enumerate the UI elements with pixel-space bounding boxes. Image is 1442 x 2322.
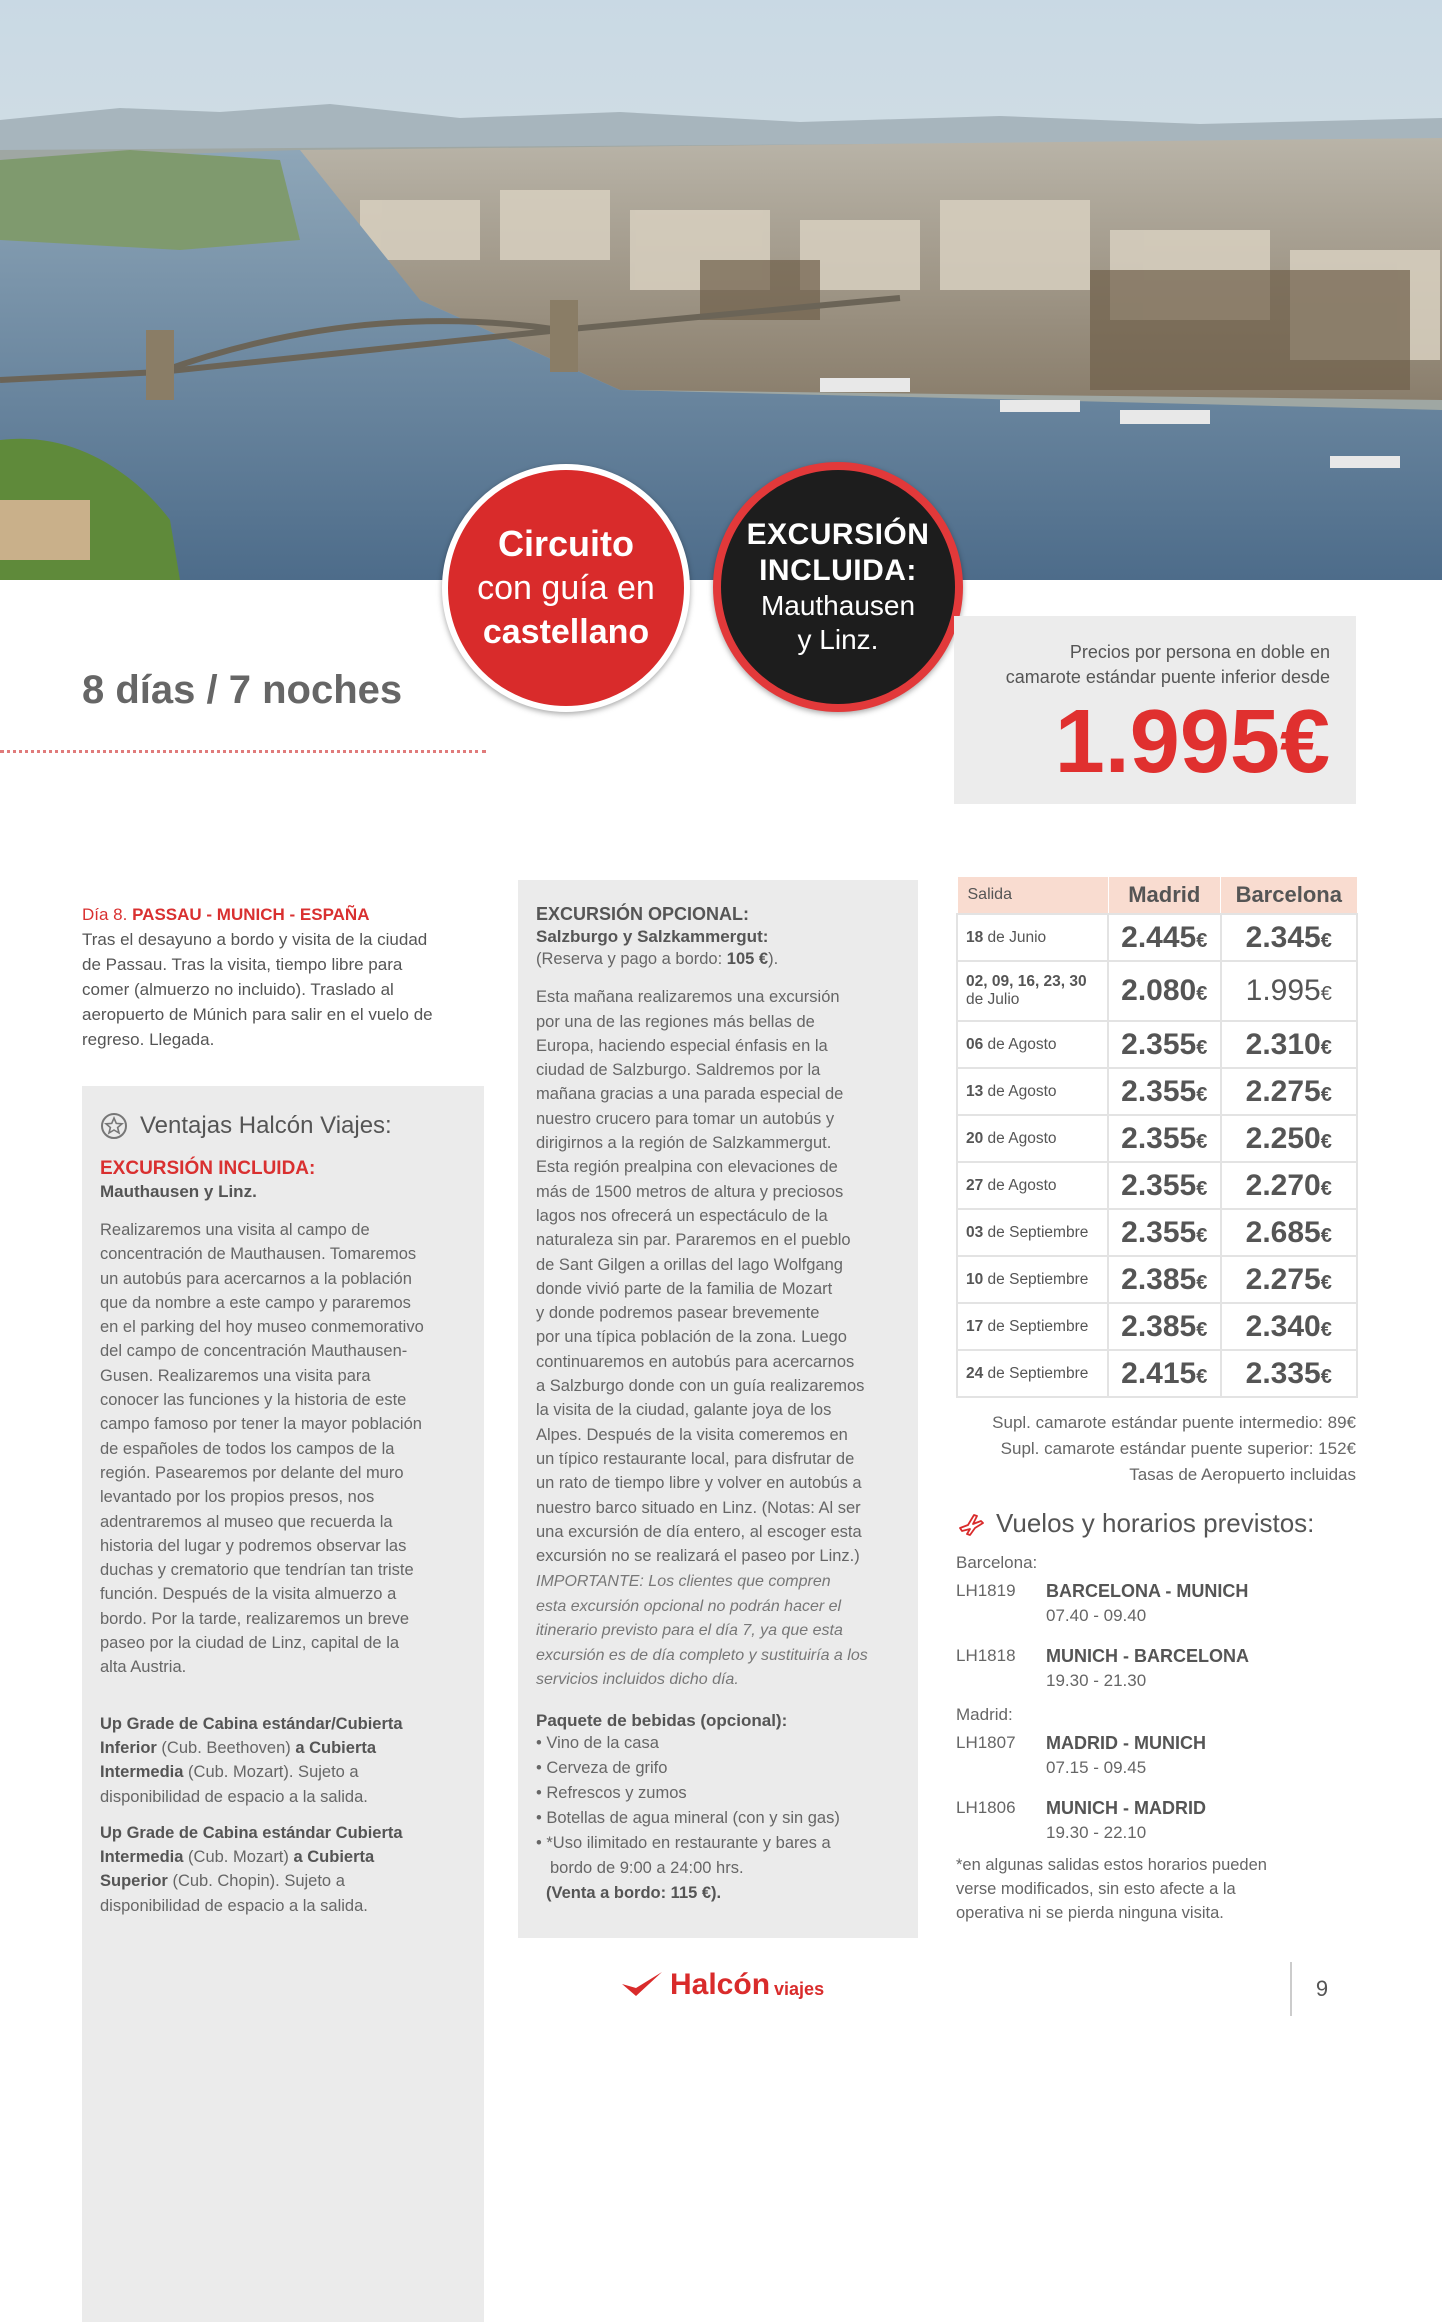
price-madrid	[1108, 1256, 1221, 1303]
text-line: nuestro barco situado en Linz. (Notas: Al ser	[536, 1498, 861, 1517]
price-value: 2.355	[1121, 1027, 1197, 1061]
flight-route: MUNICH - MADRID	[1046, 1798, 1206, 1818]
badge-red-line3: castellano	[482, 613, 650, 651]
price-madrid	[1108, 1303, 1221, 1350]
currency-symbol: €	[1196, 1130, 1208, 1153]
text-line: nuestro crucero para tomar un autobús y	[536, 1109, 835, 1128]
departure-date	[957, 1256, 1108, 1303]
price-barcelona	[1221, 1068, 1357, 1115]
upgrade2-normal3: disponibilidad de espacio a la salida.	[100, 1896, 368, 1915]
badge-black-line1: EXCURSIÓN	[746, 518, 930, 551]
departure-day: 06	[966, 1035, 984, 1053]
text-line: más de 1500 metros de altura y preciosos	[536, 1182, 844, 1201]
price-value: 2.335	[1245, 1356, 1321, 1390]
price-barcelona	[1221, 961, 1357, 1021]
logo-sub: viajes	[774, 1978, 825, 1999]
price-value: 2.275	[1245, 1262, 1321, 1296]
text-line: un típico restaurante local, para disfrutar de	[536, 1449, 855, 1468]
text-line: a Salzburgo donde con un guía realizaremos	[536, 1377, 865, 1396]
text-line: Gusen. Realizaremos una visita para	[100, 1366, 371, 1385]
departure-day: 18	[966, 928, 984, 946]
flight-route: MUNICH - BARCELONA	[1046, 1646, 1249, 1666]
text-line: Esta región prealpina con elevaciones de	[536, 1158, 838, 1177]
currency-symbol: €	[1320, 983, 1332, 1005]
departure-month: de Julio	[966, 991, 1020, 1008]
optional-excursion-panel	[518, 880, 918, 1938]
header-madrid: Madrid	[1108, 877, 1221, 915]
badge-red-line2: con guía en	[477, 569, 655, 607]
text-line: conocer las funciones y la historia de este	[100, 1391, 407, 1410]
price-value: 2.250	[1245, 1121, 1321, 1155]
text-line: donde vivió parte de la familia de Mozart	[536, 1279, 833, 1298]
departure-month: de Agosto	[983, 1129, 1057, 1147]
ventajas-panel	[82, 1086, 484, 2322]
price-value: 2.385	[1121, 1309, 1197, 1343]
dotted-divider	[0, 750, 486, 753]
price-value: 2.340	[1245, 1309, 1321, 1343]
currency-symbol: €	[1320, 1224, 1332, 1247]
currency-symbol: €	[1196, 929, 1208, 952]
currency-symbol: €	[1196, 1177, 1208, 1200]
departure-date	[957, 1209, 1108, 1256]
price-value: 1.995	[1245, 974, 1321, 1007]
currency-symbol: €	[1196, 1365, 1208, 1388]
flight-route: BARCELONA - MUNICH	[1046, 1581, 1249, 1601]
upgrade1-normal1: (Cub. Beethoven)	[156, 1738, 296, 1757]
currency-symbol: €	[1196, 983, 1208, 1005]
drinks-item: • Botellas de agua mineral (con y sin gas)	[536, 1808, 840, 1827]
important-line: esta excursión opcional no podrán hacer el	[536, 1597, 842, 1615]
note-line: operativa ni se pierda ninguna visita.	[956, 1904, 1224, 1922]
text-line: Alpes. Después de la visita comeremos en	[536, 1425, 848, 1444]
currency-symbol: €	[1320, 1083, 1332, 1106]
currency-symbol: €	[1320, 1365, 1332, 1388]
price-barcelona	[1221, 1021, 1357, 1068]
currency-symbol: €	[1320, 929, 1332, 952]
city-madrid: Madrid:	[956, 1705, 1013, 1724]
price-value: 2.275	[1245, 1074, 1321, 1108]
price-value: 2.685	[1245, 1215, 1321, 1249]
price-row	[957, 961, 1357, 1021]
price-madrid	[1108, 1021, 1221, 1068]
text-line: dirigirnos a la región de Salzkammergut.	[536, 1134, 832, 1153]
day8-line: de Passau. Tras la visita, tiempo libre para	[82, 955, 403, 974]
flights-heading	[956, 1508, 1376, 1539]
text-line: concentración de Mauthausen. Tomaremos	[100, 1245, 417, 1264]
departure-month: de Septiembre	[983, 1223, 1089, 1241]
departure-date	[957, 1115, 1108, 1162]
text-line: adentraremos al museo que recuerda la	[100, 1512, 393, 1531]
supplement-line: Supl. camarote estándar puente intermedio: 89€	[992, 1413, 1356, 1432]
departure-day: 03	[966, 1223, 984, 1241]
important-note	[536, 1570, 902, 1693]
upgrade2-normal1: (Cub. Mozart)	[183, 1848, 294, 1867]
halcon-logo	[620, 1968, 824, 2002]
price-row	[957, 1350, 1357, 1397]
departure-month: de Septiembre	[983, 1364, 1089, 1382]
price-value: 2.355	[1121, 1215, 1197, 1249]
price-madrid	[1108, 914, 1221, 961]
optional-excursion-sub: Salzburgo y Salzkammergut:	[536, 927, 769, 946]
drinks-item: • Cerveza de grifo	[536, 1758, 668, 1777]
currency-symbol: €	[1320, 1271, 1332, 1294]
text-line: alta Austria.	[100, 1658, 187, 1677]
departure-day: 20	[966, 1129, 984, 1147]
reservation-post: ).	[768, 950, 779, 968]
currency-symbol: €	[1196, 1271, 1208, 1294]
text-line: un autobús para acercarnos a la población	[100, 1269, 412, 1288]
ventajas-title: Ventajas Halcón Viajes:	[140, 1112, 392, 1139]
guided-tour-badge	[442, 464, 690, 712]
upgrade2-bold2: Intermedia	[100, 1848, 184, 1867]
flight-time: 19.30 - 21.30	[1046, 1671, 1147, 1690]
price-barcelona	[1221, 1303, 1357, 1350]
badge-red-line1: Circuito	[497, 523, 634, 564]
flight-route: MADRID - MUNICH	[1046, 1733, 1206, 1753]
included-excursion-text	[100, 1218, 466, 1680]
city-barcelona: Barcelona:	[956, 1553, 1038, 1572]
text-line: una excursión de día entero, al escoger esta	[536, 1522, 862, 1541]
text-line: de españoles de todos los campos de la	[100, 1439, 395, 1458]
departure-date	[957, 1303, 1108, 1350]
departure-month: de Septiembre	[983, 1270, 1089, 1288]
upgrade1-bold1: Up Grade de Cabina estándar/Cubierta	[100, 1714, 403, 1733]
prices-body	[957, 914, 1357, 1397]
text-line: ciudad de Salzburgo. Saldremos por la	[536, 1061, 821, 1080]
departure-date	[957, 914, 1108, 961]
flight-code: LH1806	[956, 1798, 1016, 1817]
flight-time: 19.30 - 22.10	[1046, 1823, 1147, 1842]
departure-date	[957, 1162, 1108, 1209]
departure-date	[957, 1021, 1108, 1068]
upgrade1-bold3: a Cubierta	[295, 1738, 377, 1757]
drinks-title: Paquete de bebidas (opcional):	[536, 1710, 788, 1730]
drinks-item-cont: bordo de 9:00 a 24:00 hrs.	[550, 1858, 744, 1877]
price-row	[957, 914, 1357, 961]
flights-section	[956, 1508, 1376, 1925]
currency-symbol: €	[1196, 1224, 1208, 1247]
text-line: levantado por los propios presos, nos	[100, 1488, 375, 1507]
price-madrid	[1108, 1162, 1221, 1209]
flight-row	[956, 1581, 1376, 1626]
price-box-text2: camarote estándar puente inferior desde	[1005, 667, 1330, 687]
price-value: 2.080	[1121, 974, 1197, 1007]
badge-black-line2: INCLUIDA:	[759, 554, 917, 587]
price-barcelona	[1221, 1256, 1357, 1303]
header-barcelona: Barcelona	[1221, 877, 1357, 915]
price-value: 2.355	[1121, 1121, 1197, 1155]
text-line: por una típica población de la zona. Luego	[536, 1328, 847, 1347]
text-line: excursión no se realizará el paseo por Linz.)	[536, 1547, 860, 1566]
drinks-item: • Vino de la casa	[536, 1733, 659, 1752]
departure-day: 13	[966, 1082, 984, 1100]
text-line: campo famoso por tener la mayor población	[100, 1415, 422, 1434]
upgrade2-normal2: (Cub. Chopin). Sujeto a	[167, 1872, 345, 1891]
text-line: historia del lugar y podremos observar las	[100, 1536, 407, 1555]
drinks-item: • *Uso ilimitado en restaurante y bares a	[536, 1833, 831, 1852]
departure-day: 24	[966, 1364, 984, 1382]
departure-month: de Agosto	[983, 1082, 1057, 1100]
price-barcelona	[1221, 914, 1357, 961]
currency-symbol: €	[1320, 1130, 1332, 1153]
included-excursion-sub: Mauthausen y Linz.	[100, 1182, 257, 1201]
optional-excursion-text	[536, 985, 902, 1568]
flight-time: 07.40 - 09.40	[1046, 1606, 1147, 1625]
optional-excursion-title: EXCURSIÓN OPCIONAL:	[536, 904, 750, 924]
text-line: función. Después de la visita almuerzo a	[100, 1585, 397, 1604]
departure-month: de Septiembre	[983, 1317, 1089, 1335]
text-line: que da nombre a este campo y pararemos	[100, 1293, 411, 1312]
text-line: Esta mañana realizaremos una excursión	[536, 988, 840, 1007]
upgrade-note-1	[100, 1712, 466, 1809]
badge-black-line4: y Linz.	[797, 624, 879, 655]
reservation-price: 105 €	[726, 950, 769, 968]
currency-symbol: €	[1320, 1177, 1332, 1200]
included-excursion-title: EXCURSIÓN INCLUIDA:	[100, 1158, 316, 1179]
departure-day: 02, 09, 16, 23, 30	[966, 973, 1087, 990]
upgrade1-bold2: Inferior	[100, 1738, 157, 1757]
price-barcelona	[1221, 1209, 1357, 1256]
header-salida: Salida	[957, 877, 1108, 915]
flight-row	[956, 1798, 1376, 1843]
upgrade2-bold4: Superior	[100, 1872, 168, 1891]
price-value: 2.270	[1245, 1168, 1321, 1202]
price-row	[957, 1303, 1357, 1350]
price-value: 2.355	[1121, 1074, 1197, 1108]
upgrade-note-2	[100, 1821, 466, 1918]
text-line: la visita de la ciudad, galante joya de los	[536, 1401, 832, 1420]
text-line: duchas y crematorio que tendrían tan triste	[100, 1561, 414, 1580]
departure-day: 27	[966, 1176, 984, 1194]
text-line: región. Pasearemos por delante del muro	[100, 1463, 404, 1482]
currency-symbol: €	[1196, 1318, 1208, 1341]
departure-date	[957, 1350, 1108, 1397]
page-number: 9	[1290, 1962, 1352, 2016]
note-line: *en algunas salidas estos horarios pueden	[956, 1856, 1267, 1874]
day8-label: Día 8.	[82, 905, 128, 924]
day8-title: PASSAU - MUNICH - ESPAÑA	[132, 905, 370, 924]
day8-line: regreso. Llegada.	[82, 1030, 215, 1049]
note-line: verse modificados, sin esto afecte a la	[956, 1880, 1236, 1898]
price-value: 2.355	[1121, 1168, 1197, 1202]
price-value: 2.415	[1121, 1356, 1197, 1390]
text-line: naturaleza sin par. Pararemos en el pueblo	[536, 1231, 851, 1250]
airplane-icon	[956, 1509, 986, 1539]
important-line: itinerario previsto para el día 7, ya que esta	[536, 1622, 843, 1640]
day8-line: aeropuerto de Múnich para salir en el vuelo de	[82, 1005, 433, 1024]
departure-day: 10	[966, 1270, 984, 1288]
optional-excursion-reservation	[536, 947, 902, 971]
logo-word: Halcón	[670, 1968, 771, 2001]
flight-row	[956, 1733, 1376, 1778]
budapest-panorama-image	[0, 0, 1442, 580]
text-line: paseo por la ciudad de Linz, capital de la	[100, 1634, 400, 1653]
text-line: bordo. Por la tarde, realizaremos un breve	[100, 1609, 410, 1628]
supplement-line: Tasas de Aeropuerto incluidas	[1129, 1465, 1356, 1484]
supplements	[956, 1410, 1356, 1488]
price-value: 2.445	[1121, 920, 1197, 954]
hero-photo	[0, 0, 1442, 580]
departure-date	[957, 1068, 1108, 1115]
price-barcelona	[1221, 1350, 1357, 1397]
price-row	[957, 1068, 1357, 1115]
flight-time: 07.15 - 09.45	[1046, 1758, 1147, 1777]
text-line: y donde podremos pasear brevemente	[536, 1304, 820, 1323]
text-line: del campo de concentración Mauthausen-	[100, 1342, 408, 1361]
important-line: servicios incluidos dicho día.	[536, 1671, 739, 1689]
star-badge-icon	[100, 1112, 128, 1140]
badge-black-line3: Mauthausen	[760, 590, 916, 621]
price-barcelona	[1221, 1162, 1357, 1209]
text-line: continuaremos en autobús para acercarnos	[536, 1352, 855, 1371]
upgrade2-bold1: Up Grade de Cabina estándar Cubierta	[100, 1823, 403, 1842]
text-line: Europa, haciendo especial énfasis en la	[536, 1036, 828, 1055]
day8-line: Tras el desayuno a bordo y visita de la ciudad	[82, 930, 428, 949]
price-row	[957, 1162, 1357, 1209]
price-madrid	[1108, 1350, 1221, 1397]
upgrade1-bold4: Intermedia	[100, 1763, 184, 1782]
text-line: por una de las regiones más bellas de	[536, 1012, 815, 1031]
price-value: 2.385	[1121, 1262, 1197, 1296]
flight-code: LH1807	[956, 1733, 1016, 1752]
reservation-pre: (Reserva y pago a bordo:	[536, 950, 727, 968]
text-line: lagos nos ofrecerá un espectáculo de la	[536, 1206, 828, 1225]
price-row	[957, 1021, 1357, 1068]
text-line: un rato de tiempo libre y volver en autobús a	[536, 1474, 862, 1493]
flights-title: Vuelos y horarios previstos:	[996, 1508, 1315, 1538]
currency-symbol: €	[1320, 1318, 1332, 1341]
drinks-price: (Venta a bordo: 115 €).	[546, 1883, 722, 1902]
currency-symbol: €	[1196, 1083, 1208, 1106]
text-line: Realizaremos una visita al campo de	[100, 1221, 370, 1239]
price-madrid	[1108, 1115, 1221, 1162]
important-line: IMPORTANTE: Los clientes que compren	[536, 1573, 831, 1591]
price-from: 1.995€	[1054, 692, 1330, 792]
text-line: en el parking del hoy museo conmemorativo	[100, 1318, 424, 1337]
currency-symbol: €	[1196, 1036, 1208, 1059]
price-barcelona	[1221, 1115, 1357, 1162]
halcon-check-icon	[620, 1970, 664, 2000]
prices-header-row	[957, 877, 1357, 915]
day8-section	[82, 902, 482, 1052]
departure-month: de Junio	[983, 928, 1047, 946]
departure-day: 17	[966, 1317, 984, 1335]
text-line: mañana gracias a una parada especial de	[536, 1085, 844, 1104]
excursion-included-badge	[713, 462, 963, 712]
price-madrid	[1108, 961, 1221, 1021]
price-madrid	[1108, 1209, 1221, 1256]
price-value: 2.345	[1245, 920, 1321, 954]
price-box-text1: Precios por persona en doble en	[1069, 642, 1330, 662]
flight-code: LH1819	[956, 1581, 1016, 1600]
upgrade2-bold3: a Cubierta	[293, 1848, 375, 1867]
supplement-line: Supl. camarote estándar puente superior: 152€	[1000, 1439, 1356, 1458]
important-line: excursión es de día completo y sustituiría a los	[536, 1646, 868, 1664]
price-row	[957, 1209, 1357, 1256]
flight-row	[956, 1646, 1376, 1691]
departure-date	[957, 961, 1108, 1021]
ventajas-heading	[100, 1112, 466, 1140]
trip-duration: 8 días / 7 noches	[82, 668, 403, 712]
prices-table	[956, 876, 1358, 1398]
departure-month: de Agosto	[983, 1176, 1057, 1194]
departure-month: de Agosto	[983, 1035, 1057, 1053]
price-row	[957, 1115, 1357, 1162]
currency-symbol: €	[1320, 1036, 1332, 1059]
upgrade1-normal2: (Cub. Mozart). Sujeto a	[183, 1763, 359, 1782]
day8-heading	[82, 902, 482, 927]
day8-line: comer (almuerzo no incluido). Traslado al	[82, 980, 394, 999]
price-value: 2.310	[1245, 1027, 1321, 1061]
price-row	[957, 1256, 1357, 1303]
drinks-item: • Refrescos y zumos	[536, 1783, 687, 1802]
price-madrid	[1108, 1068, 1221, 1115]
price-box	[954, 616, 1356, 804]
text-line: de Sant Gilgen a orillas del lago Wolfgang	[536, 1255, 843, 1274]
upgrade1-normal3: disponibilidad de espacio a la salida.	[100, 1787, 368, 1806]
flights-note	[956, 1853, 1376, 1925]
drinks-list	[536, 1731, 902, 1906]
flight-code: LH1818	[956, 1646, 1016, 1665]
